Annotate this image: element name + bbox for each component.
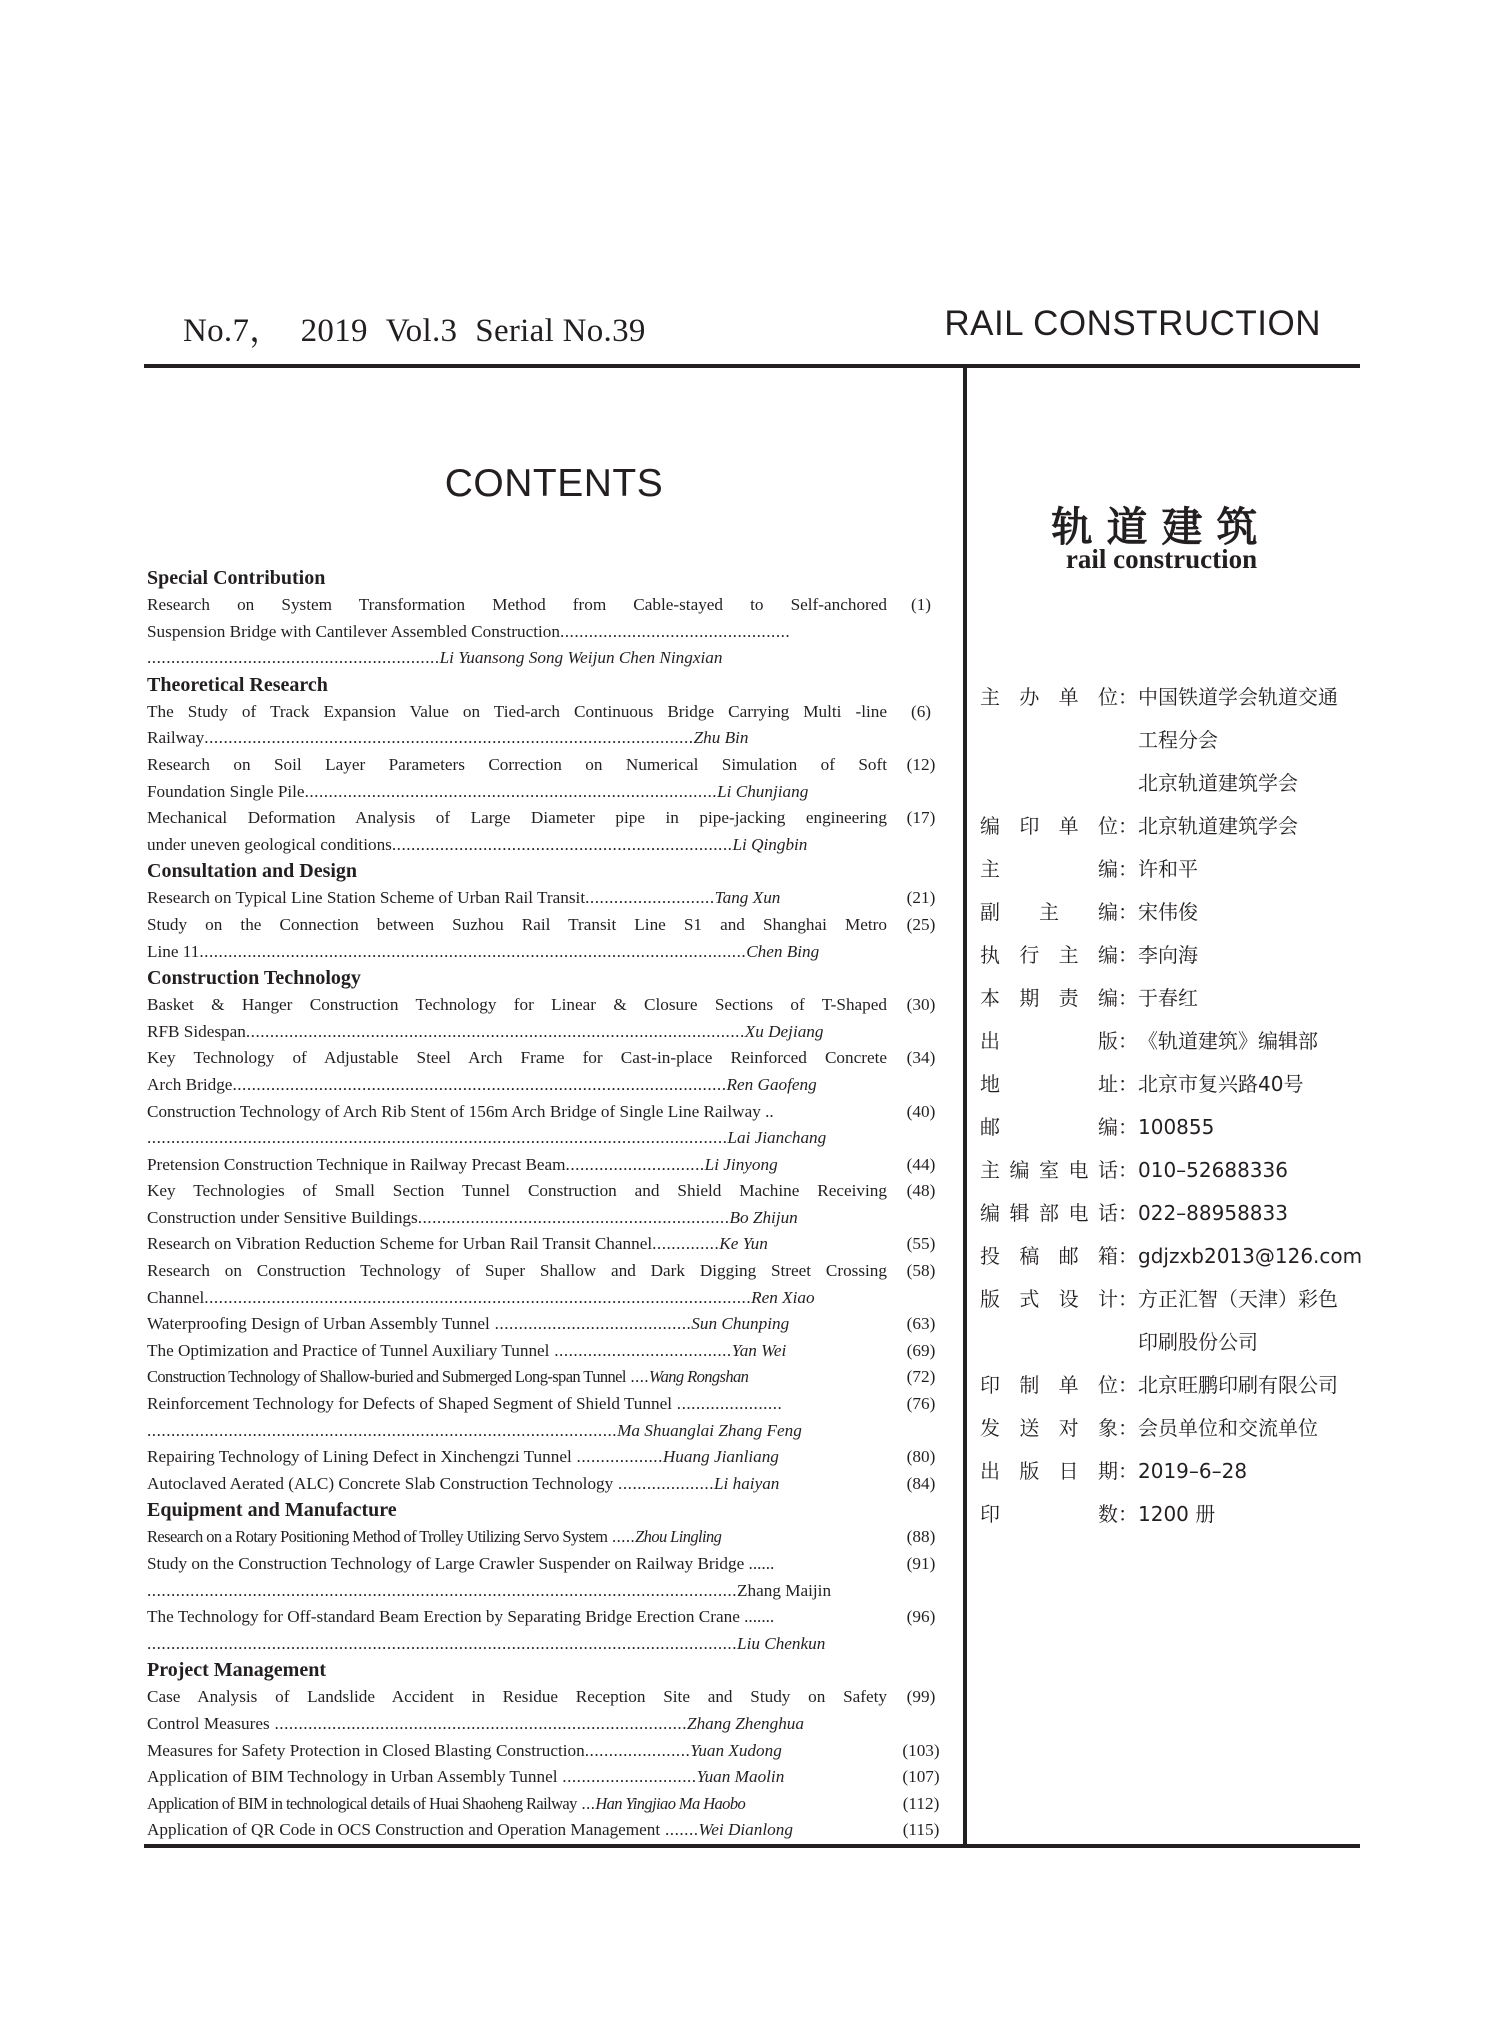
- toc-entry-line: [147, 1684, 887, 1711]
- masthead-row: [980, 977, 1362, 1020]
- toc-entry: [147, 1338, 947, 1365]
- toc-section-heading: Theoretical Research: [147, 673, 328, 696]
- toc-entry-line: [147, 939, 887, 966]
- entry-page-number: (17): [906, 808, 936, 828]
- leader-dots: ....: [625, 1367, 649, 1387]
- masthead-row: [980, 1321, 1362, 1364]
- entry-title: Research on Construction Technology of Super Shallow and Dark Digging Street Crossing: [147, 1261, 887, 1281]
- toc-entry-line: [147, 1764, 887, 1791]
- masthead-row: [980, 1149, 1362, 1192]
- masthead-label: 本期责编: [980, 986, 1118, 1010]
- toc-section-heading: Project Management: [147, 1659, 327, 1682]
- toc-entry-line: [147, 1258, 887, 1285]
- toc-entry-line: [147, 1391, 887, 1418]
- entry-title: Line 11: [147, 941, 200, 961]
- entry-title: Construction Technology of Arch Rib Stent of 156m Arch Bridge of Single Line Railway ..: [147, 1101, 774, 1121]
- masthead-value: 工程分会: [1138, 728, 1218, 752]
- masthead-label: 副主编: [980, 900, 1118, 924]
- toc-entry-line: [147, 1045, 887, 1072]
- masthead-row: [980, 1106, 1362, 1149]
- toc-entry-line: [147, 779, 887, 806]
- entry-title: Study on the Connection between Suzhou Rail Transit Line S1 and Shanghai Metro: [147, 914, 887, 934]
- leader-dots: .........................................................................................................................: [147, 1128, 728, 1148]
- entry-title: Application of BIM Technology in Urban Assembly Tunnel: [147, 1767, 558, 1787]
- entry-author: Sun Chunping: [691, 1314, 790, 1334]
- toc-entry: [147, 1684, 947, 1737]
- entry-page-number: (30): [906, 995, 936, 1015]
- entry-title: Case Analysis of Landslide Accident in Residue Reception Site and Study on Safety: [147, 1687, 887, 1707]
- masthead-label: 印数: [980, 1502, 1118, 1526]
- toc-entry-line: [147, 1152, 887, 1179]
- toc-entry-line: [147, 1738, 887, 1765]
- issue-year: 2019: [300, 313, 368, 349]
- toc-entry: [147, 699, 947, 752]
- entry-title: The Technology for Off-standard Beam Erection by Separating Bridge Erection Crane .......: [147, 1607, 775, 1627]
- toc-entry: [147, 1604, 947, 1657]
- masthead-value: 李向海: [1138, 943, 1198, 967]
- masthead-value: 于春红: [1138, 986, 1198, 1010]
- masthead-label: 主编: [980, 857, 1118, 881]
- leader-dots: ..................................................................................................................: [199, 941, 747, 961]
- masthead-colon: ：: [1118, 1029, 1138, 1053]
- masthead-row: [980, 1450, 1362, 1493]
- masthead-row: [980, 1235, 1362, 1278]
- masthead-row: [980, 1493, 1362, 1536]
- toc-entry-line: [147, 1471, 887, 1498]
- entry-page-number: (1): [910, 595, 932, 614]
- entry-page-number: (63): [906, 1314, 936, 1334]
- entry-title: Railway: [147, 728, 205, 748]
- toc-entry: [147, 1471, 947, 1498]
- toc-entry-line: [147, 1364, 887, 1391]
- entry-title: Reinforcement Technology for Defects of Shaped Segment of Shield Tunnel: [147, 1394, 672, 1414]
- leader-dots: ..................................................................................................: [147, 1420, 618, 1440]
- entry-author: Li haiyan: [713, 1473, 780, 1493]
- toc-entry-line: [147, 1418, 887, 1445]
- masthead-label: 主办单位: [980, 685, 1118, 709]
- entry-title: RFB Sidespan: [147, 1021, 246, 1041]
- masthead-colon: ：: [1118, 1201, 1138, 1225]
- leader-dots: .............................: [565, 1154, 705, 1174]
- toc-entry: [147, 885, 947, 912]
- entry-author: Han Yingjiao Ma Haobo: [595, 1793, 746, 1813]
- masthead-row: [980, 805, 1362, 848]
- entry-author: Li Qingbin: [732, 834, 808, 854]
- masthead-row: [980, 1192, 1362, 1235]
- toc-entry: [147, 1444, 947, 1471]
- masthead-label: 地址: [980, 1072, 1118, 1096]
- masthead-colon: ：: [1118, 685, 1138, 709]
- entry-title: Mechanical Deformation Analysis of Large Diameter pipe in pipe-jacking engineering: [147, 808, 887, 828]
- masthead-value: 022–88958833: [1138, 1201, 1288, 1225]
- masthead-value: gdjzxb2013@126.com: [1138, 1244, 1363, 1268]
- entry-page-number: (84): [906, 1473, 936, 1493]
- leader-dots: ...........................................................................................................................: [147, 1580, 738, 1600]
- toc-entry-line: [147, 1711, 887, 1738]
- toc-entry-line: [147, 1338, 887, 1365]
- entry-title: Waterproofing Design of Urban Assembly Tunnel: [147, 1314, 490, 1334]
- toc-section-heading: Consultation and Design: [147, 860, 358, 883]
- entry-author: Wang Rongshan: [649, 1367, 749, 1387]
- entry-author: Ren Gaofeng: [726, 1074, 817, 1094]
- entry-title: under uneven geological conditions: [147, 834, 392, 854]
- entry-title: The Study of Track Expansion Value on Tied-arch Continuous Bridge Carrying Multi -line: [147, 701, 887, 721]
- masthead-row: [980, 719, 1362, 762]
- entry-title: Construction under Sensitive Buildings: [147, 1207, 418, 1227]
- masthead-colon: ：: [1118, 1373, 1138, 1397]
- toc-entry-line: [147, 1205, 887, 1232]
- leader-dots: .........................................: [489, 1314, 692, 1334]
- entry-title: Key Technologies of Small Section Tunnel Construction and Shield Machine Receiving: [147, 1181, 887, 1201]
- toc-entry: [147, 912, 947, 965]
- entry-title: Study on the Construction Technology of Large Crawler Suspender on Railway Bridge ......: [147, 1554, 775, 1573]
- masthead-info: [980, 676, 1362, 1536]
- toc-entry: [147, 805, 947, 858]
- toc-entry-line: [147, 1524, 887, 1551]
- entry-page-number: (112): [902, 1793, 940, 1813]
- leader-dots: ...........................: [585, 888, 715, 908]
- toc-entry: [147, 1231, 947, 1258]
- entry-title: Measures for Safety Protection in Closed Blasting Construction: [147, 1740, 585, 1760]
- masthead-label: 出版日期: [980, 1459, 1118, 1483]
- masthead-colon: [1118, 762, 1138, 805]
- masthead-row: [980, 891, 1362, 934]
- entry-title: Construction Technology of Shallow-buried and Submerged Long-span Tunnel: [147, 1367, 626, 1387]
- entry-title: Research on a Rotary Positioning Method of Trolley Utilizing Servo System: [147, 1527, 608, 1547]
- contents-title: CONTENTS: [444, 462, 664, 505]
- masthead-label: 出版: [980, 1029, 1118, 1053]
- toc-entry-line: [147, 699, 887, 726]
- masthead-colon: ：: [1118, 986, 1138, 1010]
- masthead-label: [980, 1321, 1118, 1364]
- masthead-colon: ：: [1118, 1115, 1138, 1139]
- leader-dots: .......: [660, 1820, 699, 1840]
- masthead-label: 执行主编: [980, 943, 1118, 967]
- leader-dots: ......................: [671, 1394, 783, 1414]
- entry-author: Zhang Maijin: [737, 1580, 832, 1600]
- entry-title: Control Measures: [147, 1713, 270, 1733]
- toc-entry: [147, 1045, 947, 1098]
- toc-entry-line: [147, 1578, 887, 1605]
- masthead-row: [980, 934, 1362, 977]
- entry-author: Ke Yun: [719, 1234, 768, 1254]
- toc-entry-line: [147, 832, 887, 859]
- toc-entry-line: [147, 1631, 887, 1658]
- column-divider: [963, 367, 967, 1845]
- leader-dots: ..................................................................................................................: [204, 1287, 752, 1307]
- toc-entry: [147, 992, 947, 1045]
- leader-dots: ............................: [557, 1767, 697, 1787]
- masthead-colon: ：: [1118, 943, 1138, 967]
- toc-section-heading: Equipment and Manufacture: [147, 1499, 397, 1522]
- masthead-colon: ：: [1118, 1416, 1138, 1440]
- masthead-value: 会员单位和交流单位: [1138, 1416, 1318, 1440]
- masthead-label: 编印单位: [980, 814, 1118, 838]
- leader-dots: .....................................: [549, 1340, 732, 1360]
- masthead-value: 010–52688336: [1138, 1158, 1288, 1182]
- leader-dots: ......................................................................................: [304, 781, 718, 801]
- masthead-colon: ：: [1118, 900, 1138, 924]
- entry-author: Zhang Zhenghua: [687, 1713, 804, 1733]
- masthead-value: 北京市复兴路40号: [1138, 1072, 1304, 1096]
- entry-title: The Optimization and Practice of Tunnel Auxiliary Tunnel: [147, 1340, 550, 1360]
- toc-entry: [147, 1391, 947, 1444]
- masthead-value: 北京旺鹏印刷有限公司: [1138, 1373, 1338, 1397]
- entry-title: Key Technology of Adjustable Steel Arch Frame for Cast-in-place Reinforced Concrete: [147, 1048, 887, 1068]
- toc-entry-line: [147, 885, 887, 912]
- toc-entry-line: [147, 1311, 887, 1338]
- entry-page-number: (21): [906, 888, 936, 908]
- masthead-label: 发送对象: [980, 1416, 1118, 1440]
- masthead-colon: ：: [1118, 1502, 1138, 1526]
- toc-entry: [147, 1738, 947, 1765]
- toc-entry: [147, 1764, 947, 1791]
- masthead-value: 印刷股份公司: [1138, 1330, 1258, 1354]
- leader-dots: .............................................................: [147, 648, 440, 668]
- entry-page-number: (6): [910, 701, 932, 721]
- masthead-colon: [1118, 719, 1138, 762]
- masthead-value: 许和平: [1138, 857, 1198, 881]
- entry-page-number: (34): [906, 1048, 936, 1068]
- toc-entry-line: [147, 725, 887, 752]
- entry-title: Foundation Single Pile: [147, 781, 305, 801]
- masthead-label: 主编室电话: [980, 1158, 1118, 1182]
- journal-name: RAIL CONSTRUCTION: [944, 304, 1321, 343]
- toc-entry-line: [147, 1551, 887, 1578]
- entry-page-number: (48): [906, 1181, 936, 1201]
- leader-dots: ................................................: [559, 621, 791, 641]
- leader-dots: ........................................................................................................: [245, 1021, 745, 1041]
- entry-page-number: (69): [906, 1340, 936, 1360]
- entry-author: Yuan Xudong: [690, 1740, 782, 1760]
- masthead-label: [980, 719, 1118, 762]
- masthead-value: 中国铁道学会轨道交通: [1138, 685, 1338, 709]
- masthead-row: [980, 1020, 1362, 1063]
- toc-entry: [147, 1551, 947, 1604]
- toc-entry-line: [147, 592, 887, 619]
- masthead-value: 1200 册: [1138, 1502, 1216, 1526]
- masthead-value: 宋伟俊: [1138, 900, 1198, 924]
- masthead-row: [980, 676, 1362, 719]
- leader-dots: ...........................................................................................................................: [147, 1633, 738, 1653]
- masthead-colon: ：: [1118, 814, 1138, 838]
- leader-dots: ......................: [584, 1740, 691, 1760]
- masthead-label: [980, 762, 1118, 805]
- toc-entry: [147, 752, 947, 805]
- entry-page-number: (72): [906, 1367, 936, 1387]
- masthead-label: 版式设计: [980, 1287, 1118, 1311]
- masthead-value: 北京轨道建筑学会: [1138, 771, 1298, 795]
- leader-dots: .......................................................................................................: [232, 1074, 727, 1094]
- toc-entry-line: [147, 992, 887, 1019]
- toc-entry-line: [147, 1072, 887, 1099]
- issue-volume: Vol.3: [385, 313, 458, 349]
- toc-entry-line: [147, 752, 887, 779]
- leader-dots: ....................: [613, 1473, 714, 1493]
- toc-entry: [147, 1178, 947, 1231]
- toc-entry-line: [147, 1817, 887, 1844]
- entry-page-number: (76): [906, 1394, 936, 1414]
- leader-dots: .................................................................: [417, 1207, 730, 1227]
- header-divider: [144, 364, 1360, 368]
- entry-title: Research on Vibration Reduction Scheme for Urban Rail Transit Channel: [147, 1234, 653, 1254]
- toc-entry-line: [147, 1178, 887, 1205]
- leader-dots: ..................: [571, 1447, 663, 1467]
- entry-page-number: (88): [906, 1527, 936, 1547]
- toc-entry: [147, 1817, 947, 1844]
- entry-author: Huang Jianliang: [662, 1447, 779, 1467]
- entry-author: Yuan Maolin: [696, 1767, 785, 1787]
- entry-page-number: (99): [906, 1687, 936, 1707]
- journal-subtitle: rail construction: [1065, 544, 1258, 574]
- entry-author: Lai Jianchang: [727, 1128, 827, 1148]
- entry-author: Xu Dejiang: [744, 1021, 824, 1041]
- entry-page-number: (58): [906, 1261, 936, 1281]
- entry-page-number: (25): [906, 914, 936, 934]
- entry-author: Li Chunjiang: [717, 781, 809, 801]
- entry-page-number: (91): [906, 1554, 936, 1573]
- masthead-colon: ：: [1118, 1287, 1138, 1311]
- entry-page-number: (103): [902, 1740, 940, 1760]
- masthead-colon: ：: [1118, 1158, 1138, 1182]
- masthead-value: 2019–6–28: [1138, 1459, 1248, 1483]
- leader-dots: ..............: [652, 1234, 720, 1254]
- entry-title: Repairing Technology of Lining Defect in Xinchengzi Tunnel: [147, 1447, 572, 1467]
- entry-author: Li Jinyong: [704, 1154, 778, 1174]
- entry-page-number: (80): [906, 1447, 936, 1467]
- entry-author: Wei Dianlong: [698, 1820, 793, 1840]
- masthead-row: [980, 1278, 1362, 1321]
- table-of-contents: [147, 565, 947, 1844]
- masthead-colon: ：: [1118, 1072, 1138, 1096]
- issue-number: No.7，: [183, 313, 283, 349]
- entry-title: Research on Soil Layer Parameters Correction on Numerical Simulation of Soft: [147, 754, 887, 774]
- entry-author: Tang Xun: [714, 888, 781, 908]
- toc-entry-line: [147, 912, 887, 939]
- entry-title: Basket & Hanger Construction Technology for Linear & Closure Sections of T-Shaped: [147, 995, 887, 1015]
- entry-page-number: (12): [906, 754, 936, 774]
- masthead-colon: ：: [1118, 857, 1138, 881]
- footer-divider: [144, 1844, 1360, 1848]
- entry-author: Yan Wei: [731, 1340, 787, 1360]
- issue-header: [183, 304, 664, 351]
- entry-author: Ren Xiao: [751, 1287, 815, 1307]
- masthead-colon: ：: [1118, 1244, 1138, 1268]
- issue-serial: Serial No.39: [475, 313, 646, 349]
- toc-entry: [147, 592, 947, 672]
- entry-author: Chen Bing: [746, 941, 820, 961]
- entry-title: Research on System Transformation Method from Cable-stayed to Self-anchored: [147, 595, 887, 614]
- entry-page-number: (40): [906, 1101, 936, 1121]
- toc-section-heading: Special Contribution: [147, 567, 326, 589]
- toc-entry: [147, 1791, 947, 1818]
- entry-author: Zhou Lingling: [635, 1527, 722, 1547]
- masthead-label: 邮编: [980, 1115, 1118, 1139]
- toc-entry: [147, 1099, 947, 1152]
- masthead-label: 编辑部电话: [980, 1201, 1118, 1225]
- masthead-colon: ：: [1118, 1459, 1138, 1483]
- entry-page-number: (44): [906, 1154, 936, 1174]
- leader-dots: ......................................................................................: [269, 1713, 688, 1733]
- toc-entry-line: [147, 1019, 887, 1046]
- masthead-label: 投稿邮箱: [980, 1244, 1118, 1268]
- leader-dots: .....: [607, 1527, 636, 1547]
- toc-entry-line: [147, 805, 887, 832]
- entry-page-number: (115): [902, 1820, 940, 1840]
- leader-dots: .......................................................................: [391, 834, 733, 854]
- toc-entry-line: [147, 645, 887, 672]
- toc-entry-line: [147, 619, 887, 646]
- toc-entry: [147, 1152, 947, 1179]
- toc-entry-line: [147, 1604, 887, 1631]
- toc-entry-line: [147, 1791, 887, 1818]
- entry-author: Liu Chenkun: [737, 1633, 826, 1653]
- toc-entry: [147, 1258, 947, 1311]
- entry-page-number: (107): [902, 1767, 940, 1787]
- masthead-row: [980, 848, 1362, 891]
- masthead-colon: [1118, 1321, 1138, 1364]
- entry-title: Application of BIM in technological details of Huai Shaoheng Railway: [147, 1793, 577, 1813]
- toc-entry-line: [147, 1444, 887, 1471]
- entry-page-number: (55): [906, 1234, 936, 1254]
- masthead-value: 《轨道建筑》编辑部: [1138, 1029, 1318, 1053]
- entry-title: Channel: [147, 1287, 205, 1307]
- entry-title: Pretension Construction Technique in Railway Precast Beam: [147, 1154, 566, 1174]
- entry-title: Research on Typical Line Station Scheme of Urban Rail Transit: [147, 888, 586, 908]
- masthead-row: [980, 762, 1362, 805]
- masthead-row: [980, 1063, 1362, 1106]
- entry-author: Li Yuansong Song Weijun Chen Ningxian: [439, 648, 723, 668]
- toc-entry: [147, 1311, 947, 1338]
- toc-entry: [147, 1364, 947, 1391]
- toc-entry-line: [147, 1099, 887, 1126]
- masthead-label: 印制单位: [980, 1373, 1118, 1397]
- masthead-row: [980, 1407, 1362, 1450]
- entry-author: Zhu Bin: [693, 728, 749, 748]
- entry-page-number: (96): [906, 1607, 936, 1627]
- toc-entry: [147, 1524, 947, 1551]
- entry-author: Bo Zhijun: [729, 1207, 798, 1227]
- masthead-row: [980, 1364, 1362, 1407]
- masthead-value: 北京轨道建筑学会: [1138, 814, 1298, 838]
- leader-dots: ...: [576, 1793, 596, 1813]
- toc-entry-line: [147, 1231, 887, 1258]
- toc-entry-line: [147, 1125, 887, 1152]
- entry-title: Arch Bridge: [147, 1074, 233, 1094]
- entry-title: Application of QR Code in OCS Construction and Operation Management: [147, 1820, 661, 1840]
- masthead-value: 100855: [1138, 1115, 1215, 1139]
- journal-logo-text: 轨道建筑: [1051, 503, 1272, 551]
- entry-title: Suspension Bridge with Cantilever Assembled Construction: [147, 621, 560, 641]
- entry-author: Ma Shuanglai Zhang Feng: [617, 1420, 802, 1440]
- leader-dots: ......................................................................................................: [204, 728, 694, 748]
- toc-section-heading: Construction Technology: [147, 967, 361, 990]
- entry-title: Autoclaved Aerated (ALC) Concrete Slab Construction Technology: [147, 1473, 614, 1493]
- toc-entry-line: [147, 1285, 887, 1312]
- masthead-value: 方正汇智（天津）彩色: [1138, 1287, 1338, 1311]
